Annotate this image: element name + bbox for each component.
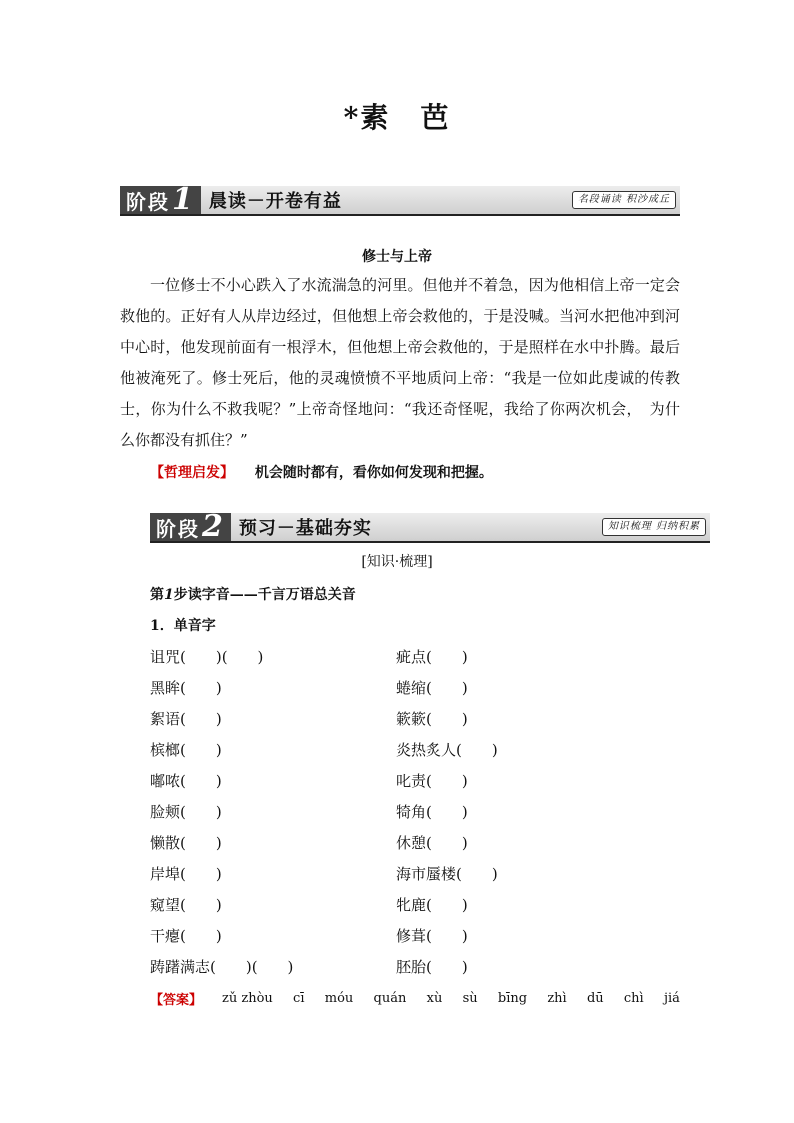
word-item: 犄角( ) — [396, 803, 468, 821]
section-name: 晨读－开卷有益 — [201, 186, 680, 214]
stage-label-1 — [120, 182, 201, 217]
word-item: 脸颊( ) — [150, 803, 222, 821]
step-number: 1 — [164, 587, 174, 603]
pinyin-item: sù — [462, 991, 478, 1006]
word-item: 岸埠( ) — [150, 865, 222, 883]
word-item: 蜷缩( ) — [396, 679, 468, 697]
pinyin-item: zhì — [547, 991, 567, 1006]
word-item: 懒散( ) — [150, 834, 222, 852]
word-item: 踌躇满志( )( ) — [150, 958, 294, 976]
word-item: 疵点( ) — [396, 648, 468, 666]
sub-heading: [知识·梳理] — [361, 554, 433, 570]
step-prefix: 第 — [150, 587, 164, 603]
word-item: 槟榔( ) — [150, 741, 222, 759]
item-heading: 1．单音字 — [150, 618, 216, 634]
pinyin-item: zǔ zhòu — [222, 991, 273, 1006]
word-item: 修葺( ) — [396, 927, 468, 945]
stage-text: 阶段 — [156, 516, 200, 541]
word-item: 牝鹿( ) — [396, 896, 468, 914]
word-item: 炎热炙人( ) — [396, 741, 498, 759]
section-badge: 知识梳理 归纳积累 — [602, 518, 706, 536]
answer-tag: 【答案】 — [150, 993, 203, 1008]
word-item: 窥望( ) — [150, 896, 222, 914]
section-name: 预习－基础夯实 — [231, 513, 710, 541]
stage-number: 2 — [202, 509, 225, 544]
pinyin-item: chì — [623, 991, 644, 1006]
story-body: 一位修士不小心跌入了水流湍急的河里。但他并不着急，因为他相信上帝一定会救他的。正好有人从岸边经过，但他想上帝会救他的，于是没喊。当河水把他冲到河中心时，他发现前面有一根浮木，但他想上帝会救他的，于是照样在水中扑腾。最后他被淹死了。修士死后，他的灵魂愤愤不平地质问上帝：“我是一位如此虔诚的传教士，你为什么不救我呢？”上帝奇怪地问：“我还奇怪呢，我给了你两次机会， 为什么你都没有抓住？” — [120, 276, 680, 449]
insight-text: 机会随时都有，看你如何发现和把握。 — [254, 465, 493, 481]
word-item: 胚胎( ) — [396, 958, 468, 976]
pinyin-item: quán — [373, 991, 407, 1006]
pinyin-item: bīng — [497, 991, 528, 1006]
insight-tag: 【哲理启发】 — [150, 465, 234, 481]
word-item: 海市蜃楼( ) — [396, 865, 498, 883]
word-grid — [150, 641, 650, 982]
answer-pinyin-list — [222, 991, 680, 1006]
section-bar-2 — [150, 509, 710, 544]
word-item: 诅咒( )( ) — [150, 648, 264, 666]
word-item: 叱责( ) — [396, 772, 468, 790]
pinyin-item: xù — [426, 991, 443, 1006]
section-bar-1 — [120, 182, 680, 217]
word-item: 簌簌( ) — [396, 710, 468, 728]
pinyin-item: cī — [293, 991, 305, 1006]
step-suffix: 步读字音——千言万语总关音 — [173, 587, 356, 603]
word-item: 絮语( ) — [150, 710, 222, 728]
word-item: 干瘪( ) — [150, 927, 222, 945]
stage-text: 阶段 — [126, 189, 170, 214]
stage-number: 1 — [172, 182, 195, 217]
answer-line — [150, 989, 680, 1008]
section-badge: 名段诵读 积沙成丘 — [572, 191, 676, 209]
story-title: 修士与上帝 — [362, 249, 432, 265]
word-item: 黑眸( ) — [150, 679, 222, 697]
stage-label-2 — [150, 509, 231, 544]
insight — [150, 462, 493, 482]
pinyin-item: jiá — [663, 991, 680, 1006]
page-title: *素 芭 — [343, 101, 451, 134]
word-item: 嘟哝( ) — [150, 772, 222, 790]
word-item: 休憩( ) — [396, 834, 468, 852]
step-title — [150, 584, 356, 604]
pinyin-item: dū — [586, 991, 604, 1006]
pinyin-item: móu — [324, 991, 354, 1006]
